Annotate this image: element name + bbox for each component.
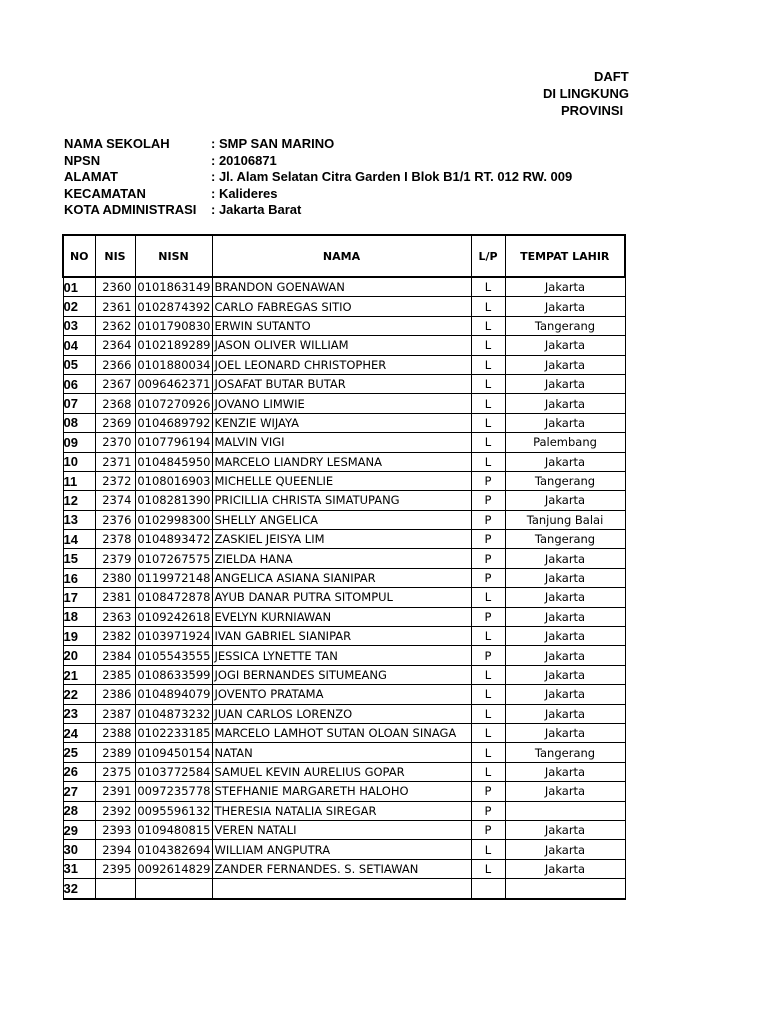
cell-no: 19 xyxy=(63,627,95,646)
cell-tempat-lahir: Jakarta xyxy=(505,704,625,723)
cell-nama: IVAN GABRIEL SIANIPAR xyxy=(212,627,471,646)
cell-nis: 2387 xyxy=(95,704,135,723)
cell-nama: JOVENTO PRATAMA xyxy=(212,685,471,704)
cell-lp: L xyxy=(471,336,505,355)
table-row xyxy=(63,665,625,684)
cell-no: 12 xyxy=(63,491,95,510)
column-header-nisn: NISN xyxy=(135,235,212,277)
cell-nis: 2384 xyxy=(95,646,135,665)
table-row xyxy=(63,859,625,878)
cell-nis xyxy=(95,879,135,899)
cell-no: 25 xyxy=(63,743,95,762)
cell-nama: ANGELICA ASIANA SIANIPAR xyxy=(212,568,471,587)
table-row xyxy=(63,840,625,859)
cell-no: 29 xyxy=(63,820,95,839)
cell-nisn: 0107796194 xyxy=(135,433,212,452)
cell-nis: 2368 xyxy=(95,394,135,413)
cell-nis: 2372 xyxy=(95,471,135,490)
cell-nisn: 0119972148 xyxy=(135,568,212,587)
cell-lp: P xyxy=(471,782,505,801)
city-value: : Jakarta Barat xyxy=(211,202,302,217)
table-row xyxy=(63,801,625,820)
cell-lp: P xyxy=(471,607,505,626)
school-info-row xyxy=(64,169,572,186)
cell-nisn: 0102874392 xyxy=(135,297,212,316)
cell-tempat-lahir: Jakarta xyxy=(505,782,625,801)
cell-nisn: 0104894079 xyxy=(135,685,212,704)
cell-no: 11 xyxy=(63,471,95,490)
cell-lp: L xyxy=(471,859,505,878)
cell-nama: JOSAFAT BUTAR BUTAR xyxy=(212,374,471,393)
cell-lp: L xyxy=(471,665,505,684)
cell-nama: ZIELDA HANA xyxy=(212,549,471,568)
cell-nama: ZASKIEL JEISYA LIM xyxy=(212,530,471,549)
cell-no: 16 xyxy=(63,568,95,587)
cell-lp: P xyxy=(471,801,505,820)
cell-nis: 2367 xyxy=(95,374,135,393)
document-title-line-1: DAFT xyxy=(594,69,629,84)
cell-nisn: 0102189289 xyxy=(135,336,212,355)
cell-lp: L xyxy=(471,394,505,413)
school-info xyxy=(64,136,572,219)
table-row xyxy=(63,782,625,801)
cell-lp: P xyxy=(471,549,505,568)
cell-tempat-lahir: Jakarta xyxy=(505,646,625,665)
cell-nama: NATAN xyxy=(212,743,471,762)
table-row xyxy=(63,588,625,607)
cell-lp: P xyxy=(471,530,505,549)
cell-lp: L xyxy=(471,452,505,471)
cell-lp: L xyxy=(471,840,505,859)
cell-no: 26 xyxy=(63,762,95,781)
cell-lp: L xyxy=(471,433,505,452)
table-header-row xyxy=(63,235,625,277)
cell-nama: JOVANO LIMWIE xyxy=(212,394,471,413)
city-label: KOTA ADMINISTRASI xyxy=(64,202,197,217)
cell-nama: STEFHANIE MARGARETH HALOHO xyxy=(212,782,471,801)
cell-nama: EVELYN KURNIAWAN xyxy=(212,607,471,626)
cell-nama: PRICILLIA CHRISTA SIMATUPANG xyxy=(212,491,471,510)
table-row xyxy=(63,316,625,335)
cell-nisn: 0104873232 xyxy=(135,704,212,723)
cell-nisn: 0109450154 xyxy=(135,743,212,762)
cell-nama: MARCELO LIANDRY LESMANA xyxy=(212,452,471,471)
cell-lp: P xyxy=(471,646,505,665)
cell-tempat-lahir: Jakarta xyxy=(505,549,625,568)
cell-tempat-lahir: Tanjung Balai xyxy=(505,510,625,529)
cell-nama: ERWIN SUTANTO xyxy=(212,316,471,335)
cell-nisn: 0108472878 xyxy=(135,588,212,607)
cell-nis: 2386 xyxy=(95,685,135,704)
address-value: : Jl. Alam Selatan Citra Garden I Blok B1/1 RT. 012 RW. 009 xyxy=(211,169,573,184)
cell-no: 06 xyxy=(63,374,95,393)
cell-no: 20 xyxy=(63,646,95,665)
cell-nisn: 0103772584 xyxy=(135,762,212,781)
school-info-row xyxy=(64,153,572,170)
cell-no: 24 xyxy=(63,723,95,742)
table-row xyxy=(63,704,625,723)
cell-nama: CARLO FABREGAS SITIO xyxy=(212,297,471,316)
cell-tempat-lahir: Tangerang xyxy=(505,471,625,490)
table-row xyxy=(63,452,625,471)
cell-nis: 2381 xyxy=(95,588,135,607)
cell-nisn: 0104893472 xyxy=(135,530,212,549)
cell-lp: L xyxy=(471,723,505,742)
table-row xyxy=(63,471,625,490)
cell-lp: L xyxy=(471,316,505,335)
cell-tempat-lahir: Jakarta xyxy=(505,607,625,626)
cell-lp: P xyxy=(471,491,505,510)
cell-lp: L xyxy=(471,297,505,316)
cell-nisn: 0097235778 xyxy=(135,782,212,801)
cell-nis: 2395 xyxy=(95,859,135,878)
cell-nama: MICHELLE QUEENLIE xyxy=(212,471,471,490)
cell-nama: SHELLY ANGELICA xyxy=(212,510,471,529)
cell-no: 31 xyxy=(63,859,95,878)
cell-nisn: 0109480815 xyxy=(135,820,212,839)
column-header-nama: NAMA xyxy=(212,235,471,277)
column-header-tempat-lahir: TEMPAT LAHIR xyxy=(505,235,625,277)
cell-nama: KENZIE WIJAYA xyxy=(212,413,471,432)
cell-nis: 2376 xyxy=(95,510,135,529)
table-row xyxy=(63,723,625,742)
cell-nama: JASON OLIVER WILLIAM xyxy=(212,336,471,355)
cell-lp: L xyxy=(471,355,505,374)
table-row xyxy=(63,743,625,762)
table-row xyxy=(63,549,625,568)
school-name-value: : SMP SAN MARINO xyxy=(211,136,335,151)
cell-nisn: 0096462371 xyxy=(135,374,212,393)
cell-nama: VEREN NATALI xyxy=(212,820,471,839)
district-label: KECAMATAN xyxy=(64,185,146,201)
cell-nis: 2374 xyxy=(95,491,135,510)
cell-tempat-lahir: Tangerang xyxy=(505,743,625,762)
cell-no: 14 xyxy=(63,530,95,549)
cell-nisn: 0107267575 xyxy=(135,549,212,568)
cell-no: 28 xyxy=(63,801,95,820)
cell-nisn: 0109242618 xyxy=(135,607,212,626)
cell-nisn: 0104845950 xyxy=(135,452,212,471)
cell-nama: MARCELO LAMHOT SUTAN OLOAN SINAGA xyxy=(212,723,471,742)
cell-nama: WILLIAM ANGPUTRA xyxy=(212,840,471,859)
cell-nis: 2361 xyxy=(95,297,135,316)
table-row xyxy=(63,491,625,510)
cell-nisn: 0107270926 xyxy=(135,394,212,413)
column-header-no: NO xyxy=(63,235,95,277)
document-title-line-2: DI LINGKUNG xyxy=(543,86,629,101)
cell-nis: 2388 xyxy=(95,723,135,742)
cell-tempat-lahir: Jakarta xyxy=(505,394,625,413)
cell-nis: 2369 xyxy=(95,413,135,432)
cell-tempat-lahir: Tangerang xyxy=(505,530,625,549)
table-row xyxy=(63,413,625,432)
cell-lp: L xyxy=(471,374,505,393)
cell-nisn: 0105543555 xyxy=(135,646,212,665)
cell-nisn: 0101863149 xyxy=(135,277,212,297)
cell-tempat-lahir: Jakarta xyxy=(505,588,625,607)
cell-lp xyxy=(471,879,505,899)
cell-nama: MALVIN VIGI xyxy=(212,433,471,452)
cell-nis: 2392 xyxy=(95,801,135,820)
cell-nama: BRANDON GOENAWAN xyxy=(212,277,471,297)
table-row xyxy=(63,355,625,374)
cell-nis: 2364 xyxy=(95,336,135,355)
cell-no: 32 xyxy=(63,879,95,899)
cell-lp: L xyxy=(471,627,505,646)
cell-nisn: 0101790830 xyxy=(135,316,212,335)
cell-nisn: 0104689792 xyxy=(135,413,212,432)
table-row xyxy=(63,762,625,781)
cell-nama xyxy=(212,879,471,899)
cell-lp: P xyxy=(471,471,505,490)
cell-lp: L xyxy=(471,743,505,762)
cell-nis: 2362 xyxy=(95,316,135,335)
cell-nama: THERESIA NATALIA SIREGAR xyxy=(212,801,471,820)
table-row xyxy=(63,879,625,899)
address-label: ALAMAT xyxy=(64,169,118,184)
cell-no: 09 xyxy=(63,433,95,452)
cell-nis: 2394 xyxy=(95,840,135,859)
school-name-label: NAMA SEKOLAH xyxy=(64,136,170,151)
cell-no: 07 xyxy=(63,394,95,413)
table-row xyxy=(63,297,625,316)
cell-no: 30 xyxy=(63,840,95,859)
student-roster-table xyxy=(62,234,626,900)
cell-tempat-lahir: Tangerang xyxy=(505,316,625,335)
table-row xyxy=(63,394,625,413)
table-row xyxy=(63,646,625,665)
cell-tempat-lahir: Jakarta xyxy=(505,840,625,859)
cell-no: 03 xyxy=(63,316,95,335)
table-row xyxy=(63,277,625,297)
cell-nis: 2389 xyxy=(95,743,135,762)
cell-nis: 2370 xyxy=(95,433,135,452)
school-info-row xyxy=(64,136,572,153)
cell-nisn: 0104382694 xyxy=(135,840,212,859)
cell-nama: JOEL LEONARD CHRISTOPHER xyxy=(212,355,471,374)
cell-tempat-lahir: Jakarta xyxy=(505,685,625,704)
cell-lp: L xyxy=(471,685,505,704)
cell-tempat-lahir: Jakarta xyxy=(505,665,625,684)
cell-no: 22 xyxy=(63,685,95,704)
cell-no: 02 xyxy=(63,297,95,316)
column-header-nis: NIS xyxy=(95,235,135,277)
cell-tempat-lahir: Jakarta xyxy=(505,336,625,355)
table-row xyxy=(63,607,625,626)
cell-nis: 2382 xyxy=(95,627,135,646)
cell-tempat-lahir: Jakarta xyxy=(505,413,625,432)
cell-lp: L xyxy=(471,588,505,607)
cell-no: 18 xyxy=(63,607,95,626)
cell-nis: 2371 xyxy=(95,452,135,471)
cell-nama: ZANDER FERNANDES. S. SETIAWAN xyxy=(212,859,471,878)
cell-tempat-lahir: Jakarta xyxy=(505,762,625,781)
table-row xyxy=(63,510,625,529)
cell-tempat-lahir: Jakarta xyxy=(505,820,625,839)
cell-no: 08 xyxy=(63,413,95,432)
cell-lp: L xyxy=(471,762,505,781)
cell-nis: 2363 xyxy=(95,607,135,626)
table-row xyxy=(63,568,625,587)
cell-nama: JESSICA LYNETTE TAN xyxy=(212,646,471,665)
cell-tempat-lahir: Jakarta xyxy=(505,859,625,878)
cell-tempat-lahir: Jakarta xyxy=(505,491,625,510)
cell-nisn: 0108281390 xyxy=(135,491,212,510)
cell-lp: L xyxy=(471,277,505,297)
cell-tempat-lahir: Jakarta xyxy=(505,297,625,316)
cell-tempat-lahir: Jakarta xyxy=(505,374,625,393)
table-row xyxy=(63,433,625,452)
npsn-value: : 20106871 xyxy=(211,152,277,168)
district-value: : Kalideres xyxy=(211,185,278,201)
table-row xyxy=(63,685,625,704)
document-title-line-3: PROVINSI xyxy=(561,103,624,118)
cell-tempat-lahir: Palembang xyxy=(505,433,625,452)
school-info-row xyxy=(64,186,572,203)
table-row xyxy=(63,336,625,355)
table-body xyxy=(63,277,625,899)
cell-nisn: 0102998300 xyxy=(135,510,212,529)
school-info-row xyxy=(64,202,572,219)
cell-no: 21 xyxy=(63,665,95,684)
cell-nama: JUAN CARLOS LORENZO xyxy=(212,704,471,723)
cell-no: 05 xyxy=(63,355,95,374)
cell-lp: P xyxy=(471,820,505,839)
cell-nis: 2379 xyxy=(95,549,135,568)
cell-tempat-lahir: Jakarta xyxy=(505,627,625,646)
cell-no: 10 xyxy=(63,452,95,471)
column-header-lp: L/P xyxy=(471,235,505,277)
table-row xyxy=(63,820,625,839)
table-row xyxy=(63,530,625,549)
cell-no: 23 xyxy=(63,704,95,723)
cell-lp: L xyxy=(471,704,505,723)
cell-nisn: 0092614829 xyxy=(135,859,212,878)
cell-lp: L xyxy=(471,413,505,432)
cell-nis: 2366 xyxy=(95,355,135,374)
cell-tempat-lahir: Jakarta xyxy=(505,723,625,742)
cell-nis: 2391 xyxy=(95,782,135,801)
table-row xyxy=(63,374,625,393)
cell-nama: SAMUEL KEVIN AURELIUS GOPAR xyxy=(212,762,471,781)
cell-tempat-lahir xyxy=(505,879,625,899)
cell-lp: P xyxy=(471,568,505,587)
cell-nis: 2393 xyxy=(95,820,135,839)
cell-nis: 2385 xyxy=(95,665,135,684)
cell-nis: 2360 xyxy=(95,277,135,297)
cell-lp: P xyxy=(471,510,505,529)
cell-nisn: 0108016903 xyxy=(135,471,212,490)
cell-no: 15 xyxy=(63,549,95,568)
cell-nisn xyxy=(135,879,212,899)
cell-tempat-lahir xyxy=(505,801,625,820)
cell-no: 04 xyxy=(63,336,95,355)
cell-nisn: 0103971924 xyxy=(135,627,212,646)
cell-nis: 2378 xyxy=(95,530,135,549)
cell-no: 27 xyxy=(63,782,95,801)
cell-nisn: 0095596132 xyxy=(135,801,212,820)
table-row xyxy=(63,627,625,646)
cell-nisn: 0101880034 xyxy=(135,355,212,374)
cell-nisn: 0108633599 xyxy=(135,665,212,684)
npsn-label: NPSN xyxy=(64,152,101,168)
cell-tempat-lahir: Jakarta xyxy=(505,355,625,374)
cell-no: 13 xyxy=(63,510,95,529)
cell-no: 01 xyxy=(63,277,95,297)
cell-nama: AYUB DANAR PUTRA SITOMPUL xyxy=(212,588,471,607)
cell-tempat-lahir: Jakarta xyxy=(505,452,625,471)
cell-nis: 2375 xyxy=(95,762,135,781)
cell-nisn: 0102233185 xyxy=(135,723,212,742)
cell-nis: 2380 xyxy=(95,568,135,587)
cell-tempat-lahir: Jakarta xyxy=(505,277,625,297)
cell-no: 17 xyxy=(63,588,95,607)
cell-tempat-lahir: Jakarta xyxy=(505,568,625,587)
cell-nama: JOGI BERNANDES SITUMEANG xyxy=(212,665,471,684)
